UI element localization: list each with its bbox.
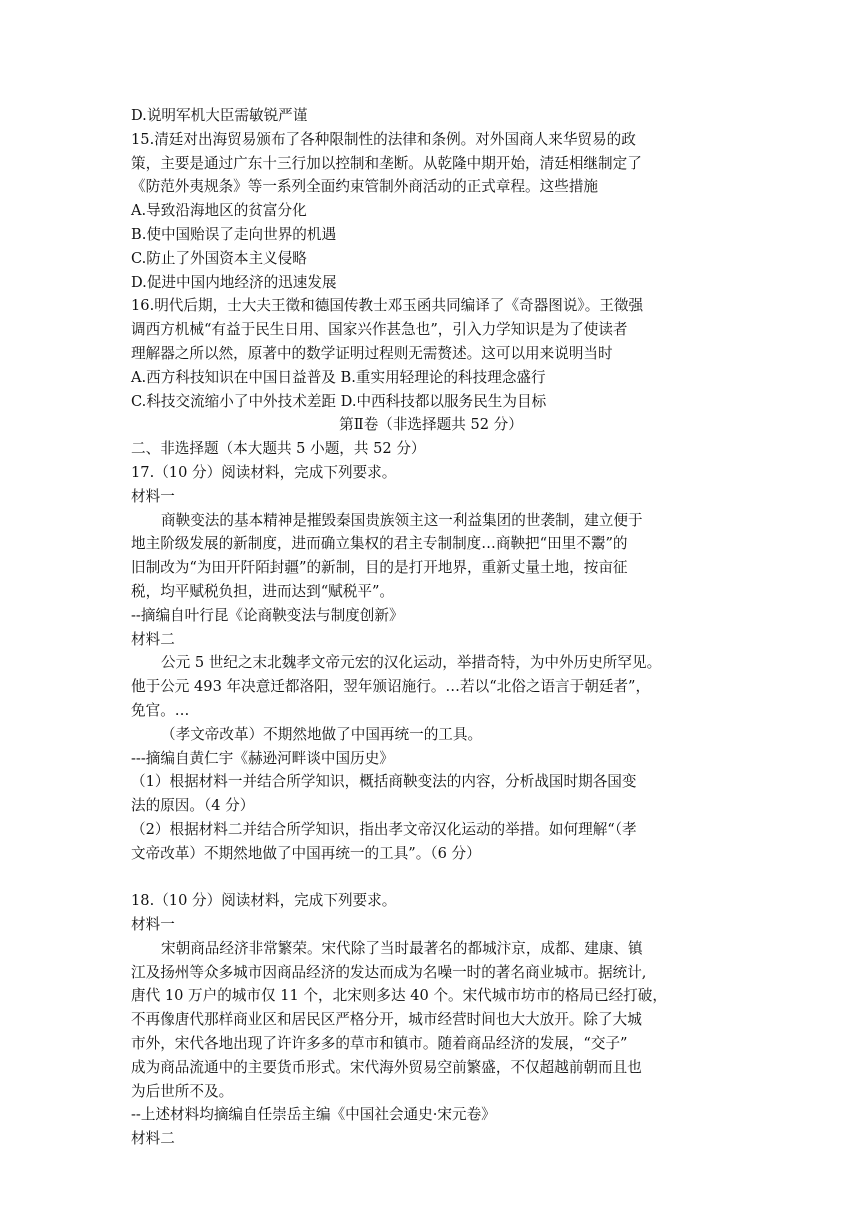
q15-stem-line: 策，主要是通过广东十三行加以控制和垄断。从乾隆中期开始，清廷相继制定了 — [131, 154, 642, 172]
part2-title: 第Ⅱ卷（非选择题共 52 分） — [339, 416, 523, 434]
q17-question2-line: （2）根据材料二并结合所学知识，指出孝文帝汉化运动的举措。如何理解“（孝 — [131, 820, 637, 838]
q16-options-ab: A.西方科技知识在中国日益普及 B.重实用轻理论的科技理念盛行 — [131, 368, 546, 386]
q17-question1-line: （1）根据材料一并结合所学知识，概括商鞅变法的内容，分析战国时期各国变 — [131, 773, 637, 791]
q16-stem-line: 调西方机械“有益于民生日用、国家兴作甚急也”，引入力学知识是为了使读者 — [131, 321, 628, 339]
q15-option-c: C.防止了外国资本主义侵略 — [131, 249, 307, 267]
q18-material1-source: --上述材料均摘编自任崇岳主编《中国社会通史·宋元卷》 — [131, 1106, 496, 1124]
q16-options-cd: C.科技交流缩小了中外技术差距 D.中西科技都以服务民生为目标 — [131, 392, 547, 410]
q17-question2-line: 文帝改革）不期然地做了中国再统一的工具”。（6 分） — [131, 844, 481, 862]
q17-material1-line: 地主阶级发展的新制度，进而确立集权的君主专制制度…商鞅把“田里不鬻”的 — [131, 535, 628, 553]
q17-material2-source: ---摘编自黄仁宇《赫逊河畔谈中国历史》 — [131, 749, 394, 767]
q18-material1-line: 江及扬州等众多城市因商品经济的发达而成为名噪一时的著名商业城市。据统计, — [131, 963, 647, 981]
q15-option-d: D.促进中国内地经济的迅速发展 — [131, 273, 337, 291]
q17-material1-line: 商鞅变法的基本精神是摧毁秦国贵族领主这一利益集团的世袭制，建立便于 — [161, 511, 643, 529]
part2-heading: 二、非选择题（本大题共 5 小题，共 52 分） — [131, 440, 426, 458]
q17-material1-line: 旧制改为“为田开阡陌封疆”的新制，目的是打开地界，重新丈量土地，按亩征 — [131, 559, 628, 577]
q17-material2-line: 免官。… — [131, 701, 190, 719]
q16-stem-line: 16.明代后期，士大夫王徵和德国传教士邓玉函共同编译了《奇器图说》。王徵强 — [131, 297, 644, 315]
q18-material1-line: 不再像唐代那样商业区和居民区严格分开，城市经营时间也大大放开。除了大城 — [131, 1011, 642, 1029]
q15-option-b: B.使中国贻误了走向世界的机遇 — [131, 225, 337, 243]
q18-material1-line: 宋朝商品经济非常繁荣。宋代除了当时最著名的都城汴京，成都、建康、镇 — [161, 939, 643, 957]
q17-material2-line: 他于公元 493 年决意迁都洛阳，翌年颁诏施行。…若以“北俗之语言于朝廷者”， — [131, 678, 651, 696]
q17-material2-quote: （孝文帝改革）不期然地做了中国再统一的工具。 — [161, 725, 483, 743]
q17-material2-line: 公元 5 世纪之末北魏孝文帝元宏的汉化运动，举措奇特，为中外历史所罕见。 — [161, 654, 662, 672]
q18-material1-label: 材料一 — [131, 916, 175, 934]
q17-question1-line: 法的原因。（4 分） — [131, 797, 255, 815]
q18-material1-line: 成为商品流通中的主要货币形式。宋代海外贸易空前繁盛，不仅超越前朝而且也 — [131, 1058, 642, 1076]
q15-option-a: A.导致沿海地区的贫富分化 — [131, 202, 307, 220]
q18-material1-line: 为后世所不及。 — [131, 1082, 234, 1100]
q16-stem-line: 理解器之所以然，原著中的数学证明过程则无需赘述。这可以用来说明当时 — [131, 344, 613, 362]
q18-material1-line: 市外，宋代各地出现了许许多多的草市和镇市。随着商品经济的发展，“交子” — [131, 1035, 628, 1053]
q17-material2-label: 材料二 — [131, 630, 175, 648]
q14-option-d: D.说明军机大臣需敏锐严谨 — [131, 107, 308, 124]
spacer — [131, 866, 731, 890]
q18-material1-line: 唐代 10 万户的城市仅 11 个，北宋则多达 40 个。宋代城市坊市的格局已经打破， — [131, 987, 667, 1005]
q17-material1-line: 税，均平赋税负担，进而达到“赋税平”。 — [131, 582, 395, 600]
document-body — [131, 104, 731, 1151]
q15-stem-line: 15.清廷对出海贸易颁布了各种限制性的法律和条例。对外国商人来华贸易的政 — [131, 130, 636, 148]
q18-heading: 18.（10 分）阅读材料，完成下列要求。 — [131, 892, 397, 910]
q17-material1-label: 材料一 — [131, 487, 175, 505]
q18-material2-label: 材料二 — [131, 1130, 175, 1148]
q17-heading: 17.（10 分）阅读材料，完成下列要求。 — [131, 463, 397, 481]
q17-material1-source: --摘编自叶行昆《论商鞅变法与制度创新》 — [131, 606, 404, 624]
q15-stem-line: 《防范外夷规条》等一系列全面约束管制外商活动的正式章程。这些措施 — [131, 178, 599, 196]
